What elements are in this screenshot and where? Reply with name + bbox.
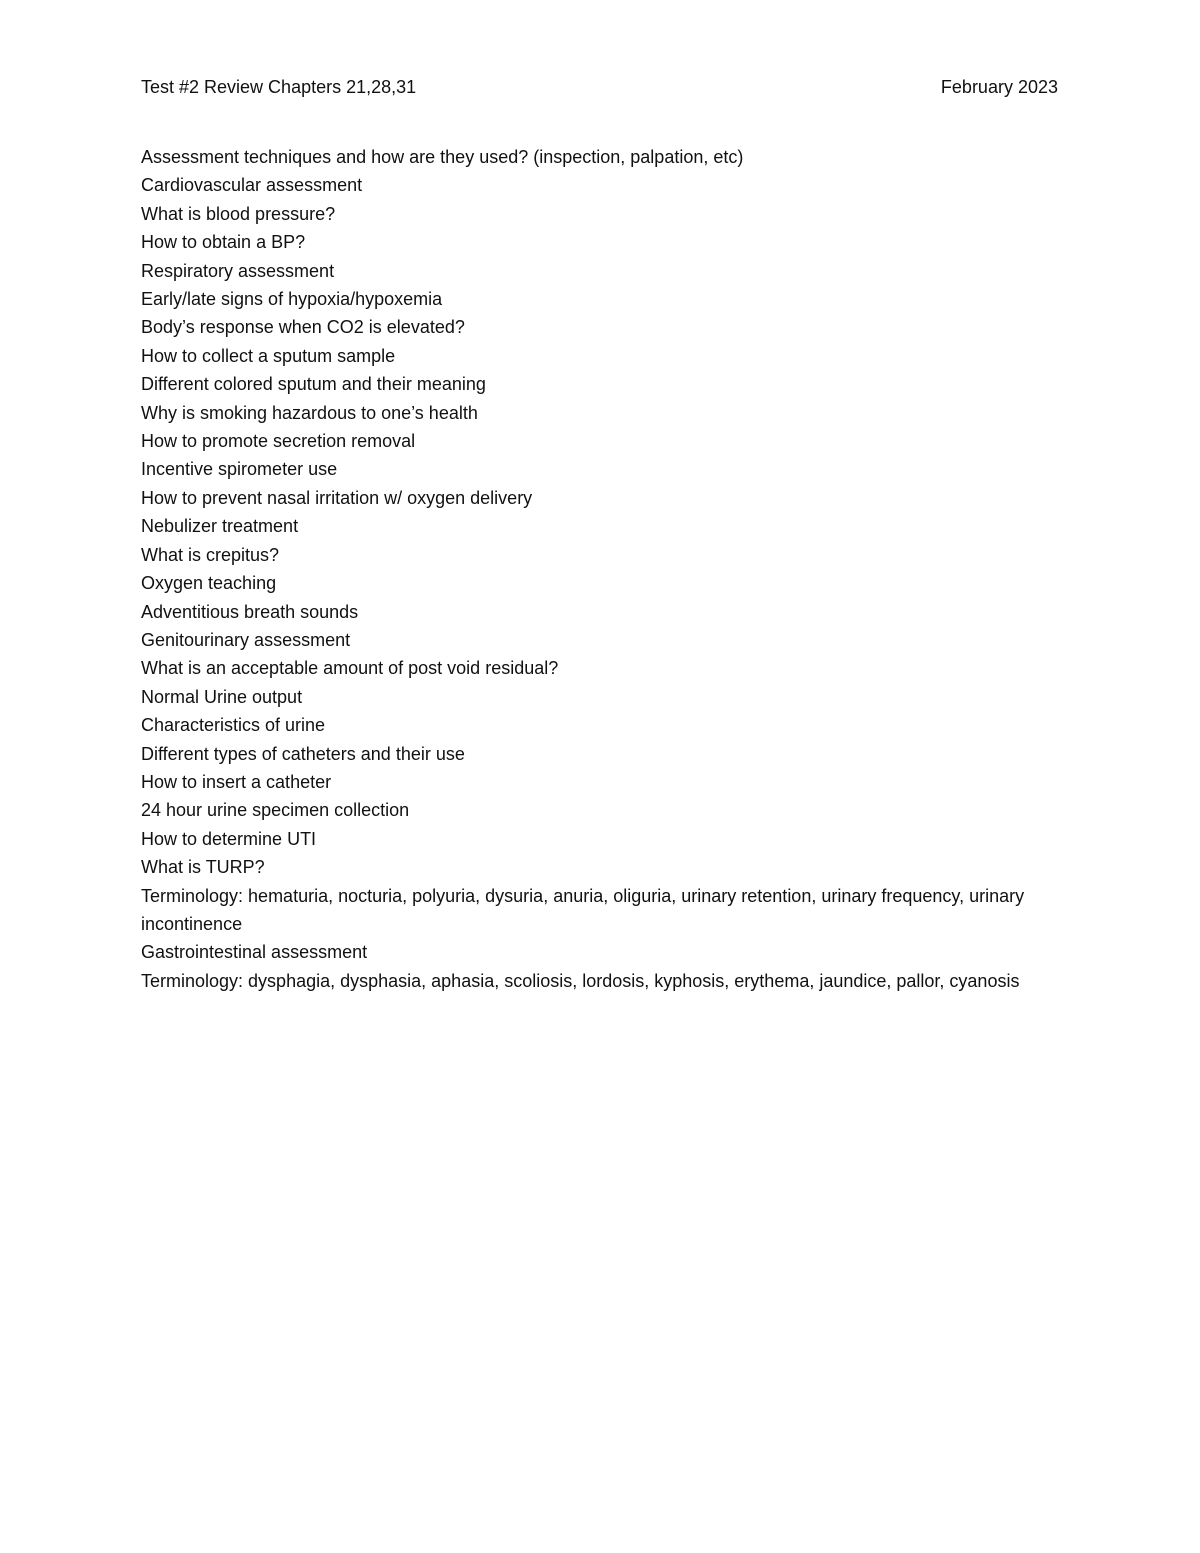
review-topic: Different types of catheters and their use xyxy=(141,743,465,764)
review-topic: How to prevent nasal irritation w/ oxygen delivery xyxy=(141,487,533,508)
review-topic: Why is smoking hazardous to one’s health xyxy=(141,402,478,423)
review-topic: How to collect a sputum sample xyxy=(141,345,396,366)
review-topic: What is TURP? xyxy=(141,857,265,878)
review-topic: How to obtain a BP? xyxy=(141,232,306,253)
review-topic: 24 hour urine specimen collection xyxy=(141,800,410,821)
review-topic: Adventitious breath sounds xyxy=(141,601,359,622)
review-topic: What is crepitus? xyxy=(141,544,280,565)
review-topic: Early/late signs of hypoxia/hypoxemia xyxy=(141,289,443,310)
document-title: Test #2 Review Chapters 21,28,31 xyxy=(141,77,417,97)
review-topic: Different colored sputum and their meaning xyxy=(141,374,486,395)
review-topic: How to promote secretion removal xyxy=(141,431,416,452)
review-topic: Genitourinary assessment xyxy=(141,629,351,650)
page-header xyxy=(141,74,1058,100)
review-topic: Normal Urine output xyxy=(141,686,303,707)
review-topic: Gastrointestinal assessment xyxy=(141,942,368,963)
review-topic: Nebulizer treatment xyxy=(141,516,299,537)
review-topic: How to insert a catheter xyxy=(141,771,332,792)
review-topic: Terminology: hematuria, nocturia, polyuria, dysuria, anuria, oliguria, urinary retention, urinary frequency, urinary incontinence xyxy=(141,885,1025,934)
review-topic: Oxygen teaching xyxy=(141,573,277,594)
review-topic: Cardiovascular assessment xyxy=(141,175,363,196)
review-topic: Incentive spirometer use xyxy=(141,459,338,480)
review-topic: Respiratory assessment xyxy=(141,260,335,281)
review-topic: Terminology: dysphagia, dysphasia, aphasia, scoliosis, lordosis, kyphosis, erythema, jaundice, pallor, cyanosis xyxy=(141,970,1020,991)
review-topic: What is an acceptable amount of post void residual? xyxy=(141,658,559,679)
review-topic: Assessment techniques and how are they used? (inspection, palpation, etc) xyxy=(141,147,744,167)
review-topic: What is blood pressure? xyxy=(141,203,336,224)
review-topic: Characteristics of urine xyxy=(141,715,326,736)
review-topic: Body’s response when CO2 is elevated? xyxy=(141,317,465,338)
review-topic: How to determine UTI xyxy=(141,828,317,849)
document-date: February 2023 xyxy=(940,77,1058,97)
review-topic-list xyxy=(141,143,1041,995)
